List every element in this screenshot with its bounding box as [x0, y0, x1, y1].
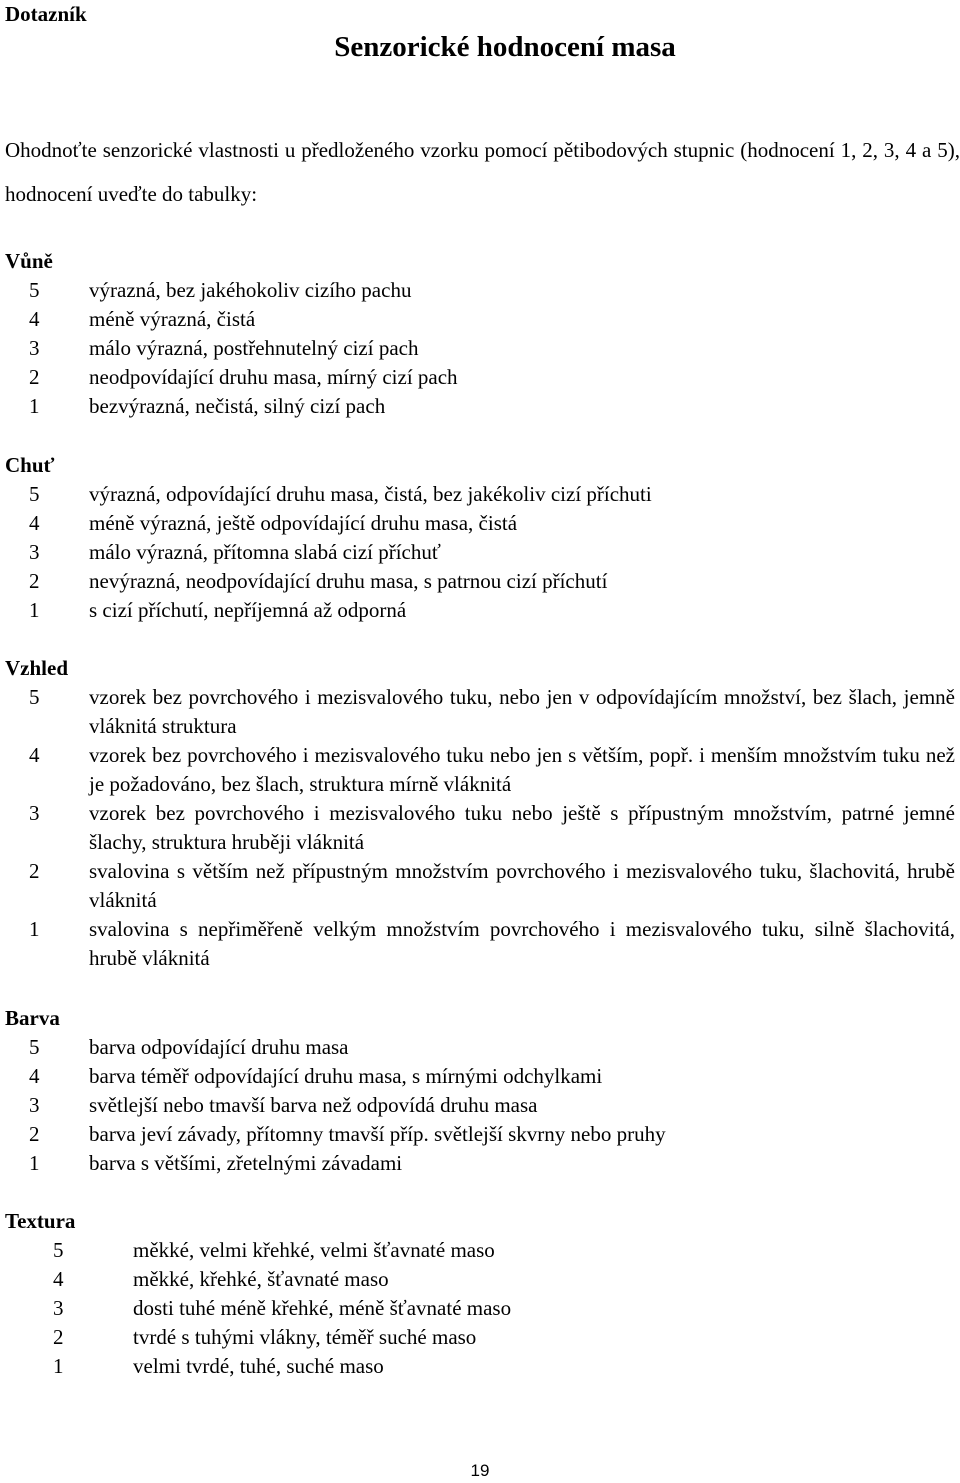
rating-score: 3 [29, 540, 40, 564]
rating-score: 4 [29, 307, 40, 331]
rating-description: málo výrazná, přítomna slabá cizí příchuť [89, 540, 441, 564]
rating-description: vzorek bez povrchového i mezisvalového tuku nebo ještě s přípustným množstvím, patrné jemné šlachy, struktura hruběji vláknitá [89, 801, 955, 854]
section-title: Barva [5, 1006, 60, 1030]
rating-item [5, 363, 955, 392]
rating-description: barva téměř odpovídající druhu masa, s mírnými odchylkami [89, 1064, 603, 1088]
page-title: Senzorické hodnocení masa [334, 31, 676, 63]
rating-score: 5 [29, 278, 40, 302]
section-title: Vzhled [5, 656, 68, 680]
rating-description: dosti tuhé méně křehké, méně šťavnaté maso [133, 1296, 512, 1320]
rating-description: tvrdé s tuhými vlákny, téměř suché maso [133, 1325, 477, 1349]
rating-description: málo výrazná, postřehnutelný cizí pach [89, 336, 419, 360]
rating-score: 4 [29, 743, 40, 767]
rating-score: 4 [29, 1064, 40, 1088]
rating-item [5, 305, 955, 334]
section-title: Vůně [5, 249, 53, 273]
rating-item [5, 509, 955, 538]
rating-description: světlejší nebo tmavší barva než odpovídá druhu masa [89, 1093, 538, 1117]
rating-score: 3 [29, 801, 40, 825]
rating-score: 5 [29, 482, 40, 506]
rating-item [5, 915, 955, 973]
rating-item [5, 799, 955, 857]
instructions-paragraph: Ohodnoťte senzorické vlastnosti u předloženého vzorku pomocí pětibodových stupnic (hodnocení 1, 2, 3, 4 a 5), hodnocení uveďte do tabulky: [5, 138, 960, 206]
rating-description: měkké, velmi křehké, velmi šťavnaté maso [133, 1238, 495, 1262]
rating-item [5, 1149, 955, 1178]
rating-item [5, 1323, 955, 1352]
rating-item [5, 1294, 955, 1323]
rating-item [5, 538, 955, 567]
rating-description: nevýrazná, neodpovídající druhu masa, s patrnou cizí příchutí [89, 569, 608, 593]
rating-item [5, 334, 955, 363]
rating-description: měkké, křehké, šťavnaté maso [133, 1267, 389, 1291]
rating-score: 1 [53, 1354, 64, 1378]
rating-score: 2 [29, 1122, 40, 1146]
rating-item [5, 480, 955, 509]
rating-item [5, 1265, 955, 1294]
section-barva [5, 1004, 955, 1178]
rating-score: 1 [29, 917, 40, 941]
document-header-label: Dotazník [5, 2, 87, 26]
rating-description: bezvýrazná, nečistá, silný cizí pach [89, 394, 386, 418]
section-title: Textura [5, 1209, 76, 1233]
rating-item [5, 276, 955, 305]
rating-score: 1 [29, 394, 40, 418]
rating-description: méně výrazná, ještě odpovídající druhu masa, čistá [89, 511, 518, 535]
rating-description: vzorek bez povrchového i mezisvalového tuku nebo jen s větším, popř. i menším množstvím tuku než je požadováno, bez šlach, struktura mírně vláknitá [89, 743, 955, 796]
rating-score: 2 [53, 1325, 64, 1349]
rating-description: svalovina s nepřiměřeně velkým množstvím povrchového i mezisvalového tuku, silně šlachovitá, hrubě vláknitá [89, 917, 955, 970]
rating-item [5, 683, 955, 741]
section-vune [5, 247, 955, 421]
rating-item [5, 596, 955, 625]
rating-description: výrazná, bez jakéhokoliv cizího pachu [89, 278, 412, 302]
rating-score: 2 [29, 859, 40, 883]
rating-description: vzorek bez povrchového i mezisvalového tuku, nebo jen v odpovídajícím množství, bez šlach, jemně vláknitá struktura [89, 685, 955, 738]
rating-score: 1 [29, 598, 40, 622]
rating-description: svalovina s větším než přípustným množstvím povrchového i mezisvalového tuku, šlachovitá, hrubě vláknitá [89, 859, 955, 912]
rating-score: 5 [29, 1035, 40, 1059]
section-title: Chuť [5, 453, 55, 477]
rating-item [5, 1062, 955, 1091]
rating-item [5, 1033, 955, 1062]
rating-item [5, 1091, 955, 1120]
rating-item [5, 392, 955, 421]
rating-description: barva s většími, zřetelnými závadami [89, 1151, 403, 1175]
rating-score: 3 [29, 1093, 40, 1117]
rating-description: barva odpovídající druhu masa [89, 1035, 349, 1059]
section-textura [5, 1207, 955, 1381]
rating-description: méně výrazná, čistá [89, 307, 256, 331]
rating-score: 4 [53, 1267, 64, 1291]
rating-item [5, 1352, 955, 1381]
rating-description: výrazná, odpovídající druhu masa, čistá, bez jakékoliv cizí příchuti [89, 482, 652, 506]
rating-score: 4 [29, 511, 40, 535]
page-number: 19 [470, 1461, 490, 1480]
rating-score: 2 [29, 365, 40, 389]
rating-score: 5 [53, 1238, 64, 1262]
rating-score: 1 [29, 1151, 40, 1175]
rating-score: 3 [53, 1296, 64, 1320]
rating-item [5, 567, 955, 596]
rating-item [5, 741, 955, 799]
section-vzhled [5, 654, 955, 973]
section-chut [5, 451, 955, 625]
rating-item [5, 1120, 955, 1149]
rating-score: 5 [29, 685, 40, 709]
rating-description: s cizí příchutí, nepříjemná až odporná [89, 598, 407, 622]
rating-description: barva jeví závady, přítomny tmavší příp. světlejší skvrny nebo pruhy [89, 1122, 666, 1146]
rating-description: velmi tvrdé, tuhé, suché maso [133, 1354, 384, 1378]
rating-item [5, 857, 955, 915]
rating-score: 2 [29, 569, 40, 593]
rating-description: neodpovídající druhu masa, mírný cizí pach [89, 365, 458, 389]
rating-item [5, 1236, 955, 1265]
rating-score: 3 [29, 336, 40, 360]
